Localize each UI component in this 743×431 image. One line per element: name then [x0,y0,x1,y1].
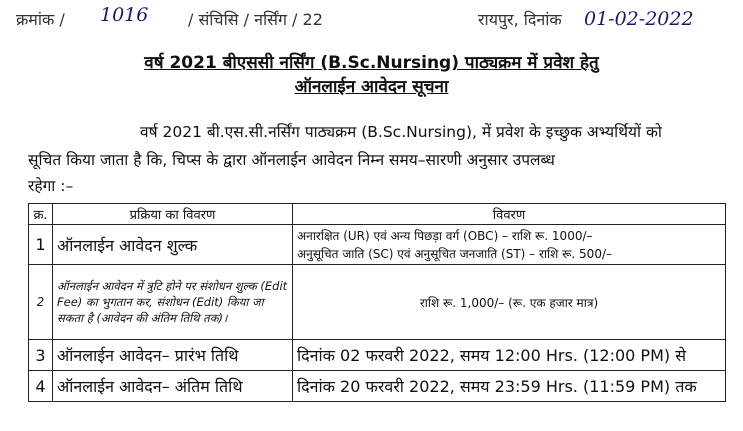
intro-line-2: सूचित किया जाता है कि, चिप्स के द्वारा ऑनलाईन आवेदन निम्न समय–सारणी अनुसार उपलब्ध [28,151,555,169]
row-process: ऑनलाईन आवेदन में त्रुटि होने पर संशोधन शुल्क (Edit Fee) का भुगतान कर, संशोधन (Edit) किया जा सकता है (आवेदन की अंतिम तिथि तक)। [53,265,293,340]
intro-line-3: रहेगा :– [28,177,74,195]
header-serial: क्र. [29,204,53,225]
table-row [29,371,726,402]
date-handwritten: 01-02-2022 [584,8,694,30]
schedule-table [28,203,726,402]
notice-title-line2: ऑनलाईन आवेदन सूचना [294,77,449,97]
row-process: ऑनलाईन आवेदन– अंतिम तिथि [53,371,293,402]
table-row [29,340,726,371]
header-detail: विवरण [293,204,726,225]
row-number: 2 [29,265,53,340]
table-row [29,265,726,340]
reference-prefix: क्रमांक / [16,10,65,29]
row-process: ऑनलाईन आवेदन शुल्क [53,225,293,265]
fee-general-obc: अनारक्षित (UR) एवं अन्य पिछड़ा वर्ग (OBC) – राशि रू. 1000/– [297,228,593,243]
row-detail: राशि रू. 1,000/– (रू. एक हजार मात्र) [293,265,726,340]
row-detail: दिनांक 20 फरवरी 2022, समय 23:59 Hrs. (11:59 PM) तक [293,371,726,402]
row-process: ऑनलाईन आवेदन– प्रारंभ तिथि [53,340,293,371]
row-number: 4 [29,371,53,402]
fee-sc-st: अनुसूचित जाति (SC) एवं अनुसूचित जनजाति (ST) – राशि रू. 500/– [297,246,612,261]
reference-suffix: / संचिसि / नर्सिंग / 22 [188,10,323,29]
table-row [29,225,726,265]
row-number: 3 [29,340,53,371]
row-detail [293,225,726,265]
header-process: प्रक्रिया का विवरण [53,204,293,225]
row-number: 1 [29,225,53,265]
reference-number-handwritten: 1016 [100,4,149,26]
row-detail: दिनांक 02 फरवरी 2022, समय 12:00 Hrs. (12:00 PM) से [293,340,726,371]
intro-line-1: वर्ष 2021 बी.एस.सी.नर्सिंग पाठ्यक्रम (B.Sc.Nursing), में प्रवेश के इच्छुक अभ्यर्थियों को [140,123,662,141]
place-date-label: रायपुर, दिनांक [478,10,562,29]
table-header-row [29,204,726,225]
notice-title-line1: वर्ष 2021 बीएससी नर्सिंग (B.Sc.Nursing) पाठ्यक्रम में प्रवेश हेतु [144,53,599,73]
